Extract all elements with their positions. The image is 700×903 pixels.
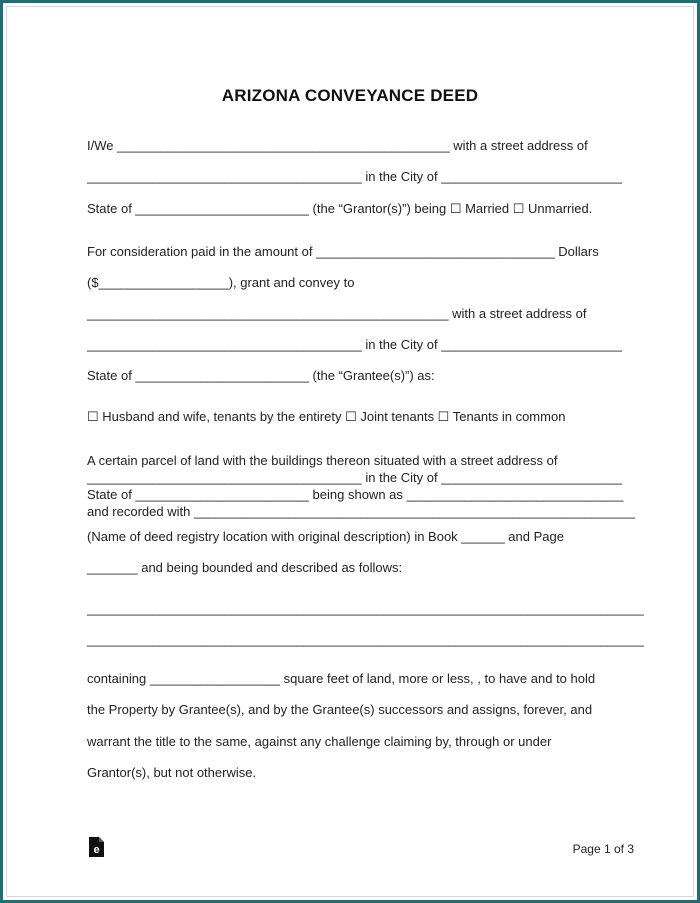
line-property: the Property by Grantee(s), and by the Grantee(s) successors and assigns, forever, and [87, 702, 593, 717]
line-description-1: _____________________________________________________________________________ [87, 601, 644, 616]
svg-text:e: e [93, 844, 100, 856]
line-grantee-state: State of ________________________ (the “Grantee(s)”) as: [87, 368, 435, 383]
line-tenancy-options: ☐ Husband and wife, tenants by the entirety ☐ Joint tenants ☐ Tenants in common [87, 409, 566, 424]
line-grantee-address: ______________________________________ in the City of _________________________ [87, 337, 622, 352]
line-grantor-state: State of ________________________ (the “Grantor(s)”) being ☐ Married ☐ Unmarried. [87, 201, 593, 216]
line-containing: containing __________________ square feet of land, more or less, , to have and to hold [87, 671, 596, 686]
line-registry-book: (Name of deed registry location with original description) in Book ______ and Page [87, 529, 564, 544]
line-grantor-address: ______________________________________ in the City of _________________________ [87, 169, 622, 184]
line-grantor-name: I/We ______________________________________________ with a street address of [87, 138, 588, 153]
line-parcel-intro: A certain parcel of land with the buildings thereon situated with a street address of [87, 453, 558, 468]
line-parcel-address: ______________________________________ in the City of _________________________ [87, 470, 622, 485]
line-parcel-state: State of ________________________ being shown as ______________________________ [87, 487, 624, 502]
eforms-logo-icon [88, 836, 105, 858]
line-warrant: warrant the title to the same, against any challenge claiming by, through or under [87, 734, 552, 749]
line-recorded-with: and recorded with _____________________________________________________________ [87, 504, 635, 519]
line-grantor-closing: Grantor(s), but not otherwise. [87, 765, 257, 780]
line-grantee-name: __________________________________________________ with a street address of [87, 306, 587, 321]
page-number: Page 1 of 3 [572, 842, 634, 856]
document-title: ARIZONA CONVEYANCE DEED [221, 86, 479, 105]
line-description-2: _____________________________________________________________________________ [87, 632, 644, 647]
line-consideration: For consideration paid in the amount of _________________________________ Dollars [87, 244, 599, 259]
line-bounded: _______ and being bounded and described as follows: [87, 560, 403, 575]
line-grant-convey: ($__________________), grant and convey to [87, 275, 355, 290]
